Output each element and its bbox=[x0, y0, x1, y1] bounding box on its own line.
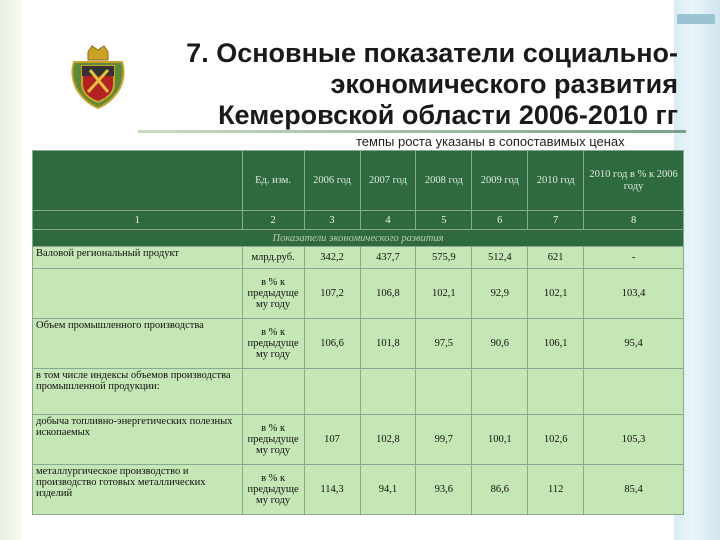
value-cell: 102,6 bbox=[528, 415, 584, 465]
value-cell: 575,9 bbox=[416, 247, 472, 269]
value-cell: 95,4 bbox=[584, 319, 684, 369]
table-row bbox=[33, 415, 684, 465]
column-number: 6 bbox=[472, 211, 528, 230]
value-cell: 97,5 bbox=[416, 319, 472, 369]
table-row bbox=[33, 269, 684, 319]
value-cell bbox=[360, 369, 416, 415]
section-title: Показатели экономического развития bbox=[33, 230, 684, 247]
value-cell: 102,8 bbox=[360, 415, 416, 465]
value-cell bbox=[416, 369, 472, 415]
value-cell: 90,6 bbox=[472, 319, 528, 369]
title-line-3: Кемеровской области 2006-2010 гг bbox=[218, 100, 678, 130]
title-line-2: экономического развития bbox=[330, 69, 678, 99]
row-name: Валовой региональный продукт bbox=[33, 247, 243, 269]
value-cell: 103,4 bbox=[584, 269, 684, 319]
row-name: Объем промышленного производства bbox=[33, 319, 243, 369]
header-cell: 2009 год bbox=[472, 151, 528, 211]
value-cell: 107 bbox=[304, 415, 360, 465]
value-cell: 101,8 bbox=[360, 319, 416, 369]
value-cell: 105,3 bbox=[584, 415, 684, 465]
column-number: 8 bbox=[584, 211, 684, 230]
value-cell: 85,4 bbox=[584, 465, 684, 515]
left-decor-bar bbox=[0, 0, 22, 540]
coat-of-arms-icon bbox=[70, 44, 126, 110]
header-cell: 2006 год bbox=[304, 151, 360, 211]
header-cell: 2010 год в % к 2006 году bbox=[584, 151, 684, 211]
column-number: 7 bbox=[528, 211, 584, 230]
row-unit: в % к предыдуще му году bbox=[242, 465, 304, 515]
header-cell: 2008 год bbox=[416, 151, 472, 211]
title-line-1: 7. Основные показатели социально- bbox=[186, 38, 678, 68]
value-cell: 437,7 bbox=[360, 247, 416, 269]
row-name: в том числе индексы объемов производства промышленной продукции: bbox=[33, 369, 243, 415]
header-cell: 2007 год bbox=[360, 151, 416, 211]
table-header-row bbox=[33, 151, 684, 211]
value-cell: 106,6 bbox=[304, 319, 360, 369]
value-cell: 102,1 bbox=[528, 269, 584, 319]
row-unit bbox=[242, 369, 304, 415]
row-name: металлургическое производство и производство готовых металлических изделий bbox=[33, 465, 243, 515]
header-cell bbox=[33, 151, 243, 211]
value-cell: 512,4 bbox=[472, 247, 528, 269]
value-cell bbox=[472, 369, 528, 415]
table-row bbox=[33, 369, 684, 415]
value-cell bbox=[304, 369, 360, 415]
column-number: 4 bbox=[360, 211, 416, 230]
value-cell: 621 bbox=[528, 247, 584, 269]
value-cell bbox=[528, 369, 584, 415]
value-cell: 100,1 bbox=[472, 415, 528, 465]
value-cell: 106,8 bbox=[360, 269, 416, 319]
table-row bbox=[33, 247, 684, 269]
row-name bbox=[33, 269, 243, 319]
value-cell: - bbox=[584, 247, 684, 269]
value-cell: 94,1 bbox=[360, 465, 416, 515]
decor-pin bbox=[677, 14, 715, 24]
value-cell: 86,6 bbox=[472, 465, 528, 515]
value-cell: 92,9 bbox=[472, 269, 528, 319]
header-cell: Ед. изм. bbox=[242, 151, 304, 211]
value-cell: 106,1 bbox=[528, 319, 584, 369]
column-number: 3 bbox=[304, 211, 360, 230]
subtitle: темпы роста указаны в сопоставимых ценах bbox=[356, 134, 625, 149]
title-underline bbox=[138, 130, 686, 133]
value-cell: 114,3 bbox=[304, 465, 360, 515]
row-unit: в % к предыдуще му году bbox=[242, 269, 304, 319]
value-cell: 93,6 bbox=[416, 465, 472, 515]
value-cell: 342,2 bbox=[304, 247, 360, 269]
indicators-table bbox=[32, 150, 684, 515]
section-row bbox=[33, 230, 684, 247]
column-number: 5 bbox=[416, 211, 472, 230]
value-cell bbox=[584, 369, 684, 415]
column-number: 1 bbox=[33, 211, 243, 230]
row-unit: млрд.руб. bbox=[242, 247, 304, 269]
column-number: 2 bbox=[242, 211, 304, 230]
header-cell: 2010 год bbox=[528, 151, 584, 211]
value-cell: 112 bbox=[528, 465, 584, 515]
row-unit: в % к предыдуще му году bbox=[242, 319, 304, 369]
value-cell: 107,2 bbox=[304, 269, 360, 319]
value-cell: 102,1 bbox=[416, 269, 472, 319]
table-row bbox=[33, 319, 684, 369]
table-row bbox=[33, 465, 684, 515]
row-name: добыча топливно-энергетических полезных ископаемых bbox=[33, 415, 243, 465]
value-cell: 99,7 bbox=[416, 415, 472, 465]
row-unit: в % к предыдуще му году bbox=[242, 415, 304, 465]
page-title bbox=[138, 38, 678, 131]
column-number-row bbox=[33, 211, 684, 230]
